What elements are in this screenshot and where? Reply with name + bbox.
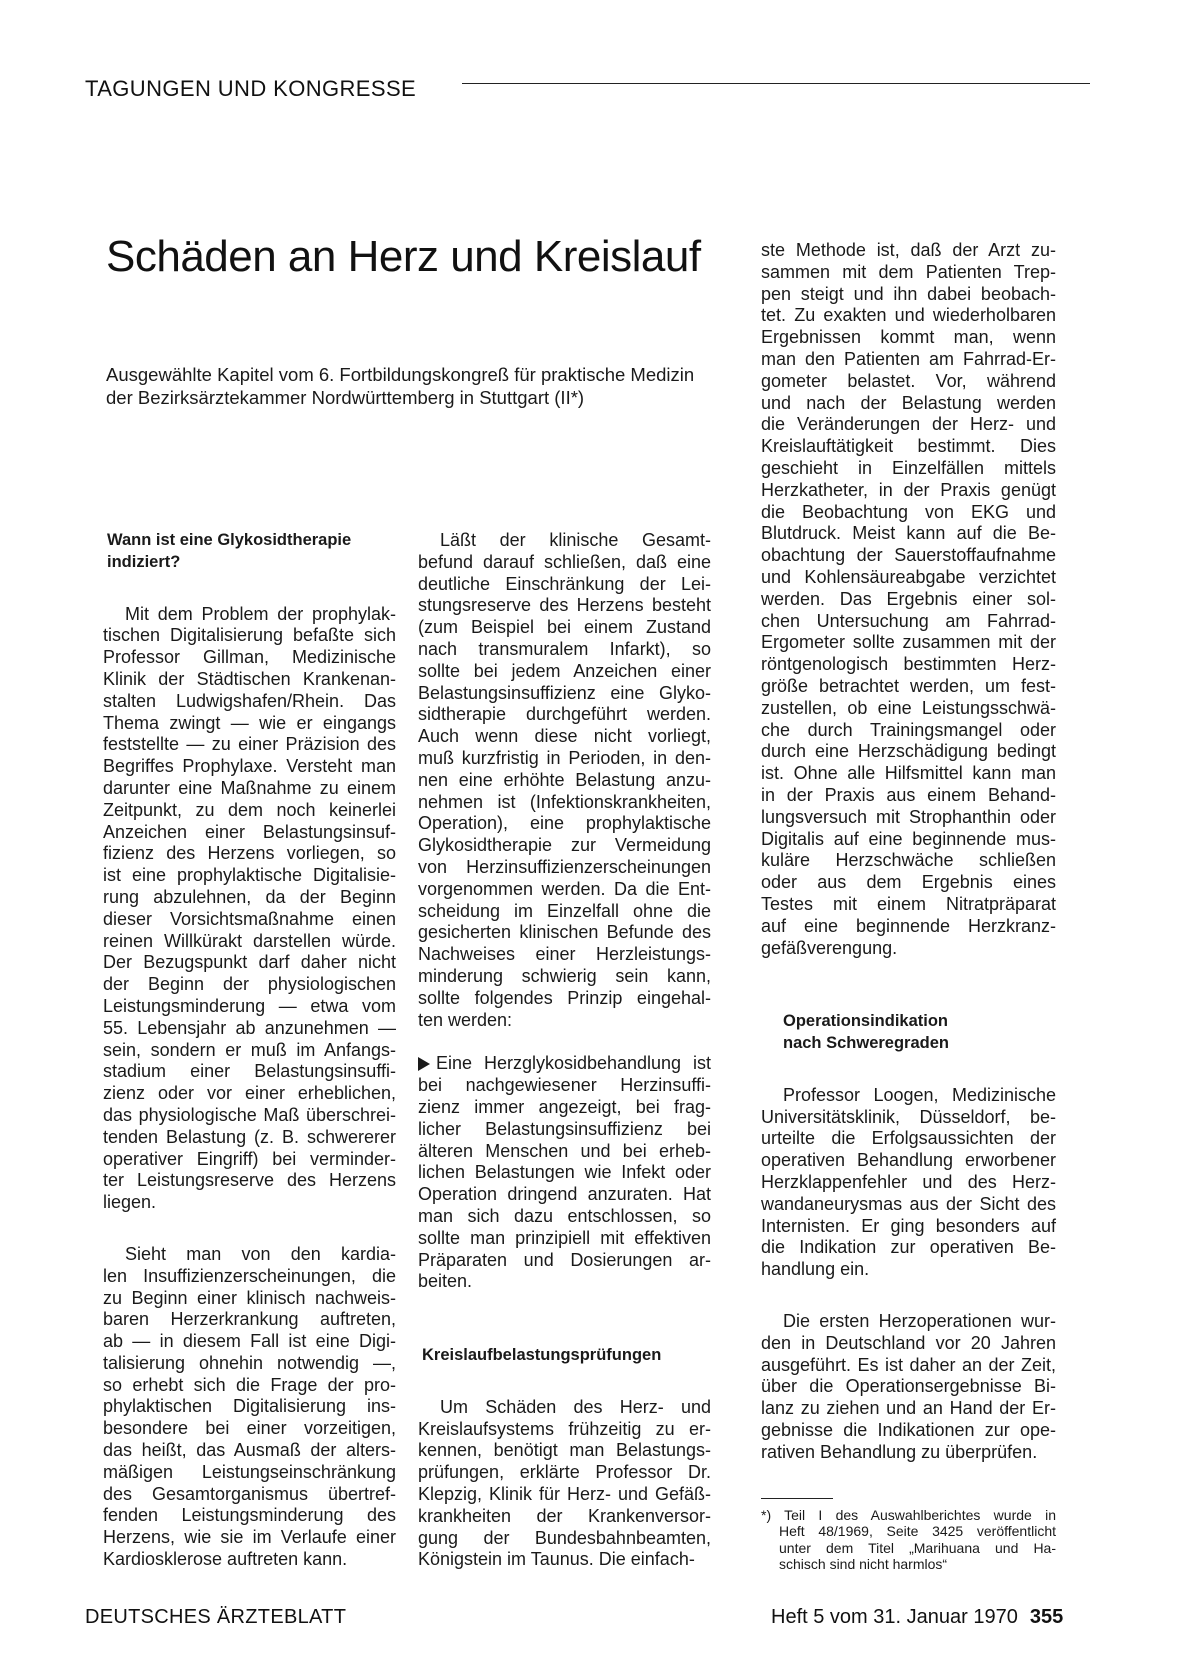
article-subtitle: [106, 363, 766, 409]
text-line: Operation dringend anzuraten. Hat: [418, 1184, 711, 1205]
text-line: bei nachgewiesener Herzinsuffi-: [418, 1075, 711, 1096]
journal-name: DEUTSCHES ÄRZTEBLATT: [85, 1606, 347, 1628]
text-line: pen steigt und ihn dabei beobach-: [761, 283, 1056, 304]
header-rule: [462, 83, 1090, 84]
text-line: baren Herzerkrankung auftreten,: [103, 1309, 396, 1330]
text-line: zu Beginn einer klinisch nachweis-: [103, 1287, 396, 1308]
text-line: scheidung im Einzelfall ohne die: [418, 900, 711, 921]
text-line: ausgeführt. Es ist daher an der Zeit,: [761, 1354, 1056, 1375]
text-line: von Herzinsuffizienzerscheinungen: [418, 856, 711, 877]
text-line: schisch sind nicht harmlos“: [779, 1556, 948, 1573]
text-line: nen eine erhöhte Belastung anzu-: [418, 769, 711, 790]
text-line: prüfungen, erklärte Professor Dr.: [418, 1462, 711, 1483]
footnote: [761, 1507, 1056, 1573]
text-line: Herzkatheter, in der Praxis genügt: [761, 479, 1056, 500]
text-line: ste Methode ist, daß der Arzt zu-: [761, 240, 1056, 260]
text-line: die Veränderungen der Herz- und: [761, 414, 1056, 435]
text-line: durch eine Herzschädigung bedingt: [761, 741, 1056, 762]
text-line: stadium einer Belastungsinsuffi-: [103, 1061, 396, 1082]
text-line: Professor Loogen, Medizinische: [783, 1084, 1056, 1105]
text-line: krankheiten der Krankenversor-: [418, 1505, 711, 1526]
text-line: Anzeichen einer Belastungsinsuf-: [103, 821, 396, 842]
text-line: fizienz des Herzens vorliegen, so: [103, 843, 396, 864]
paragraph: [761, 1311, 1056, 1464]
text-line: Herzens, wie sie im Verlaufe einer: [103, 1527, 396, 1548]
text-line: Mit dem Problem der prophylak-: [125, 603, 396, 624]
text-line: lanz zu ziehen und an Hand der Er-: [761, 1398, 1056, 1419]
footnote-rule: [761, 1498, 833, 1499]
article-title: Schäden an Herz und Kreislauf: [106, 232, 701, 281]
text-line: Glykosidtherapie zur Vermeidung: [418, 835, 711, 856]
text-line: Professor Gillman, Medizinische: [103, 647, 396, 668]
text-line: Ergebnissen kommt man, wenn: [761, 327, 1056, 348]
text-line: besondere bei einer vorzeitigen,: [103, 1418, 396, 1439]
text-line: licher Belastungsinsuffizienz bei: [418, 1118, 711, 1139]
text-line: Kreislauftätigkeit bestimmt. Dies: [761, 436, 1056, 457]
text-line: mäßigen Leistungseinschränkung: [103, 1461, 396, 1482]
text-line: so erhebt sich die Frage der pro-: [103, 1374, 396, 1395]
text-line: sollte folgendes Prinzip eingehal-: [418, 987, 711, 1008]
text-line: Testes mit einem Nitratpräparat: [761, 893, 1056, 914]
heading-line: nach Schweregraden: [783, 1034, 949, 1053]
text-line: Kardiosklerose auftreten kann.: [103, 1549, 348, 1570]
text-line: Leistungsminderung — etwa vom: [103, 995, 396, 1016]
heading-line: Wann ist eine Glykosidtherapie: [107, 531, 352, 549]
column-1: [103, 530, 396, 1571]
text-line: Läßt der klinische Gesamt-: [440, 530, 711, 550]
text-line: in der Praxis aus einem Behand-: [761, 784, 1056, 805]
text-line: Klepzig, Klinik für Herz- und Gefäß-: [418, 1484, 711, 1505]
text-line: vorgenommen werden. Da die Ent-: [418, 878, 711, 899]
bullet-paragraph: [418, 1053, 711, 1293]
text-line: man sich dazu entschlossen, so: [418, 1205, 711, 1226]
text-line: tischen Digitalisierung befaßte sich: [103, 625, 396, 646]
text-line: liegen.: [103, 1192, 157, 1213]
text-line: älteren Menschen und bei erheb-: [418, 1140, 711, 1161]
text-line: Ergometer sollte zusammen mit der: [761, 632, 1056, 653]
paragraph: [103, 604, 396, 1214]
text-line: nach transmuralem Infarkt), so: [418, 638, 711, 659]
text-line: deutliche Einschränkung der Lei-: [418, 573, 711, 594]
text-line: das heißt, das Ausmaß der alters-: [103, 1440, 396, 1461]
section-heading-operationsindikation: [761, 1011, 1056, 1055]
section-heading-glykosidtherapie: [103, 530, 396, 574]
text-line: sollte man prinzipiell mit effektiven: [418, 1227, 711, 1248]
text-line: lungsversuch mit Strophanthin oder: [761, 806, 1056, 827]
text-line: talisierung ohnehin notwendig —,: [103, 1352, 396, 1373]
text-line: len Insuffizienzerscheinungen, die: [103, 1265, 396, 1286]
text-line: darunter eine Maßnahme zu einem: [103, 777, 396, 798]
text-line: ab — in diesem Fall ist eine Digi-: [103, 1331, 396, 1352]
text-line: gebnisse die Indikationen zur ope-: [761, 1420, 1056, 1441]
text-line: der Beginn der physiologischen: [103, 974, 396, 995]
section-label: TAGUNGEN UND KONGRESSE: [85, 76, 417, 101]
text-line: dieser Vorsichtsmaßnahme einen: [103, 908, 396, 929]
text-line: Begriffes Prophylaxe. Versteht man: [103, 756, 396, 777]
text-line: tet. Zu exakten und wiederholbaren: [761, 305, 1056, 326]
paragraph: [103, 1244, 396, 1571]
text-line: Klinik der Städtischen Krankenan-: [103, 668, 396, 689]
text-line: sidtherapie durchgeführt werden.: [418, 704, 711, 725]
text-line: Um Schäden des Herz- und: [440, 1396, 711, 1417]
text-line: die Indikation zur operativen Be-: [761, 1237, 1056, 1258]
paragraph: [761, 1085, 1056, 1281]
text-line: muß kurzfristig in Perioden, in den-: [418, 747, 711, 768]
text-line: zienz immer angezeigt, bei frag-: [418, 1096, 711, 1117]
text-line: kennen, benötigt man Belastungs-: [418, 1440, 711, 1461]
text-line: handlung ein.: [761, 1259, 870, 1280]
section-heading-kreislaufbelastung: Kreislaufbelastungsprüfungen: [422, 1346, 662, 1365]
text-line: Universitätsklinik, Düsseldorf, be-: [761, 1106, 1056, 1127]
text-line: gometer belastet. Vor, während: [761, 370, 1056, 391]
bullet-arrow-icon: [418, 1057, 430, 1071]
text-line: Königstein im Taunus. Die einfach-: [418, 1549, 695, 1570]
text-line: die Beobachtung von EKG und: [761, 501, 1056, 522]
text-line: und Kohlensäureabgabe verzichtet: [761, 566, 1056, 587]
text-line: auf eine beginnende Herzkranz-: [761, 915, 1056, 936]
text-line: des Gesamtorganismus übertref-: [103, 1483, 396, 1504]
text-line: Internisten. Er ging besonders auf: [761, 1215, 1056, 1236]
text-line: Präparaten und Dosierungen ar-: [418, 1249, 711, 1270]
text-line: ist. Ohne alle Hilfsmittel kann man: [761, 763, 1056, 784]
text-line: sein, sondern er muß im Anfangs-: [103, 1039, 396, 1060]
subtitle-line: Ausgewählte Kapitel vom 6. Fortbildungskongreß für praktische Medizin: [106, 364, 695, 385]
text-line: Heft 48/1969, Seite 3425 veröffentlicht: [779, 1523, 1056, 1540]
text-line: kuläre Herzschwäche schließen: [761, 850, 1056, 871]
text-line: 55. Lebensjahr ab anzunehmen —: [103, 1017, 396, 1038]
text-line: minderung schwierig sein kann,: [418, 965, 711, 986]
text-line: geschieht in Einzelfällen mittels: [761, 457, 1056, 478]
text-line: stungsreserve des Herzens besteht: [418, 595, 711, 616]
text-line: das physiologische Maß überschrei-: [103, 1104, 396, 1125]
text-line: größe betrachtet werden, um fest-: [761, 675, 1056, 696]
text-line: über die Operationsergebnisse Bi-: [761, 1376, 1056, 1397]
text-line: Blutdruck. Meist kann auf die Be-: [761, 523, 1056, 544]
text-line: sammen mit dem Patienten Trep-: [761, 261, 1056, 282]
text-line: stalten Ludwigshafen/Rhein. Das: [103, 690, 396, 711]
text-line: röntgenologisch bestimmten Herz-: [761, 654, 1056, 675]
text-line: (zum Beispiel bei einem Zustand: [418, 617, 711, 638]
text-line: fenden Leistungsminderung des: [103, 1505, 396, 1526]
text-line: operativen Behandlung erworbener: [761, 1150, 1056, 1171]
text-line: den in Deutschland vor 20 Jahren: [761, 1332, 1056, 1353]
issue-info: [771, 1606, 1063, 1629]
text-line: befund darauf schließen, daß eine: [418, 551, 711, 572]
text-line: reinen Willkürakt darstellen würde.: [103, 930, 396, 951]
text-line: beiten.: [418, 1271, 473, 1292]
text-line: feststellte — zu einer Präzision des: [103, 734, 396, 755]
paragraph: [418, 1397, 711, 1571]
text-line: und nach der Belastung werden: [761, 392, 1056, 413]
text-line: phylaktischen Digitalisierung ins-: [103, 1396, 396, 1417]
text-line: Zeitpunkt, zu dem noch keinerlei: [103, 799, 396, 820]
text-line: Herzklappenfehler und des Herz-: [761, 1172, 1056, 1193]
text-line: tenden Belastung (z. B. schwererer: [103, 1126, 396, 1147]
text-line: Die ersten Herzoperationen wur-: [783, 1311, 1056, 1332]
text-line: gung der Bundesbahnbeamten,: [418, 1527, 711, 1548]
text-line: Nachweises einer Herzleistungs-: [418, 944, 711, 965]
text-line: zienz oder vor einer erheblichen,: [103, 1083, 396, 1104]
text-line: sollte bei jedem Anzeichen einer: [418, 660, 711, 681]
heading-line: Operationsindikation: [783, 1012, 949, 1031]
text-line: Digitalis auf eine beginnende mus-: [761, 828, 1056, 849]
issue-date: Heft 5 vom 31. Januar 1970: [771, 1606, 1018, 1628]
text-line: ist eine prophylaktische Digitalisie-: [103, 865, 396, 886]
text-line: operativer Eingriff) bei verminder-: [103, 1148, 396, 1169]
text-line: gefäßverengung.: [761, 937, 898, 958]
text-line: rung abzulehnen, da der Beginn: [103, 886, 396, 907]
text-line: ten werden:: [418, 1009, 513, 1030]
text-line: Auch wenn diese nicht vorliegt,: [418, 726, 711, 747]
column-2: [418, 530, 711, 1571]
heading-line: indiziert?: [107, 552, 181, 571]
text-line: zustellen, ob eine Leistungsschwä-: [761, 697, 1056, 718]
text-line: lichen Belastungen wie Infekt oder: [418, 1162, 711, 1183]
text-line: *) Teil I des Auswahlberichtes wurde in: [761, 1506, 1056, 1523]
column-3: [761, 240, 1056, 1573]
text-line: Der Bezugspunkt darf daher nicht: [103, 952, 396, 973]
text-line: rativen Behandlung zu überprüfen.: [761, 1441, 1038, 1462]
text-line: chen Untersuchung am Fahrrad-: [761, 610, 1056, 631]
text-line: unter dem Titel „Marihuana und Ha-: [779, 1539, 1056, 1556]
page-number: 355: [1029, 1606, 1064, 1628]
paragraph: [418, 530, 711, 1031]
text-line: Operation), eine prophylaktische: [418, 813, 711, 834]
text-line: gesicherten klinischen Befunde des: [418, 922, 711, 943]
text-line: Belastungsinsuffizienz eine Glyko-: [418, 682, 711, 703]
text-line: nehmen ist (Infektionskrankheiten,: [418, 791, 711, 812]
text-line: wandaneurysmas aus der Sicht des: [761, 1193, 1056, 1214]
subtitle-line: der Bezirksärztekammer Nordwürttemberg in Stuttgart (II*): [106, 387, 585, 408]
text-line: Eine Herzglykosidbehandlung ist: [418, 1053, 711, 1075]
text-line: che durch Trainingsmangel oder: [761, 719, 1056, 740]
text-line: man den Patienten am Fahrrad-Er-: [761, 348, 1056, 369]
text-line: Thema zwingt — wie er eingangs: [103, 712, 396, 733]
text-line: urteilte die Erfolgsaussichten der: [761, 1128, 1056, 1149]
text-line: oder aus dem Ergebnis eines: [761, 872, 1056, 893]
paragraph: [761, 240, 1056, 959]
text-line: Kreislaufsystems frühzeitig zu er-: [418, 1418, 711, 1439]
text-line: obachtung der Sauerstoffaufnahme: [761, 545, 1056, 566]
text-line: ter Leistungsreserve des Herzens: [103, 1170, 396, 1191]
text-line: werden. Das Ergebnis einer sol-: [761, 588, 1056, 609]
text-line: Sieht man von den kardia-: [125, 1243, 396, 1264]
